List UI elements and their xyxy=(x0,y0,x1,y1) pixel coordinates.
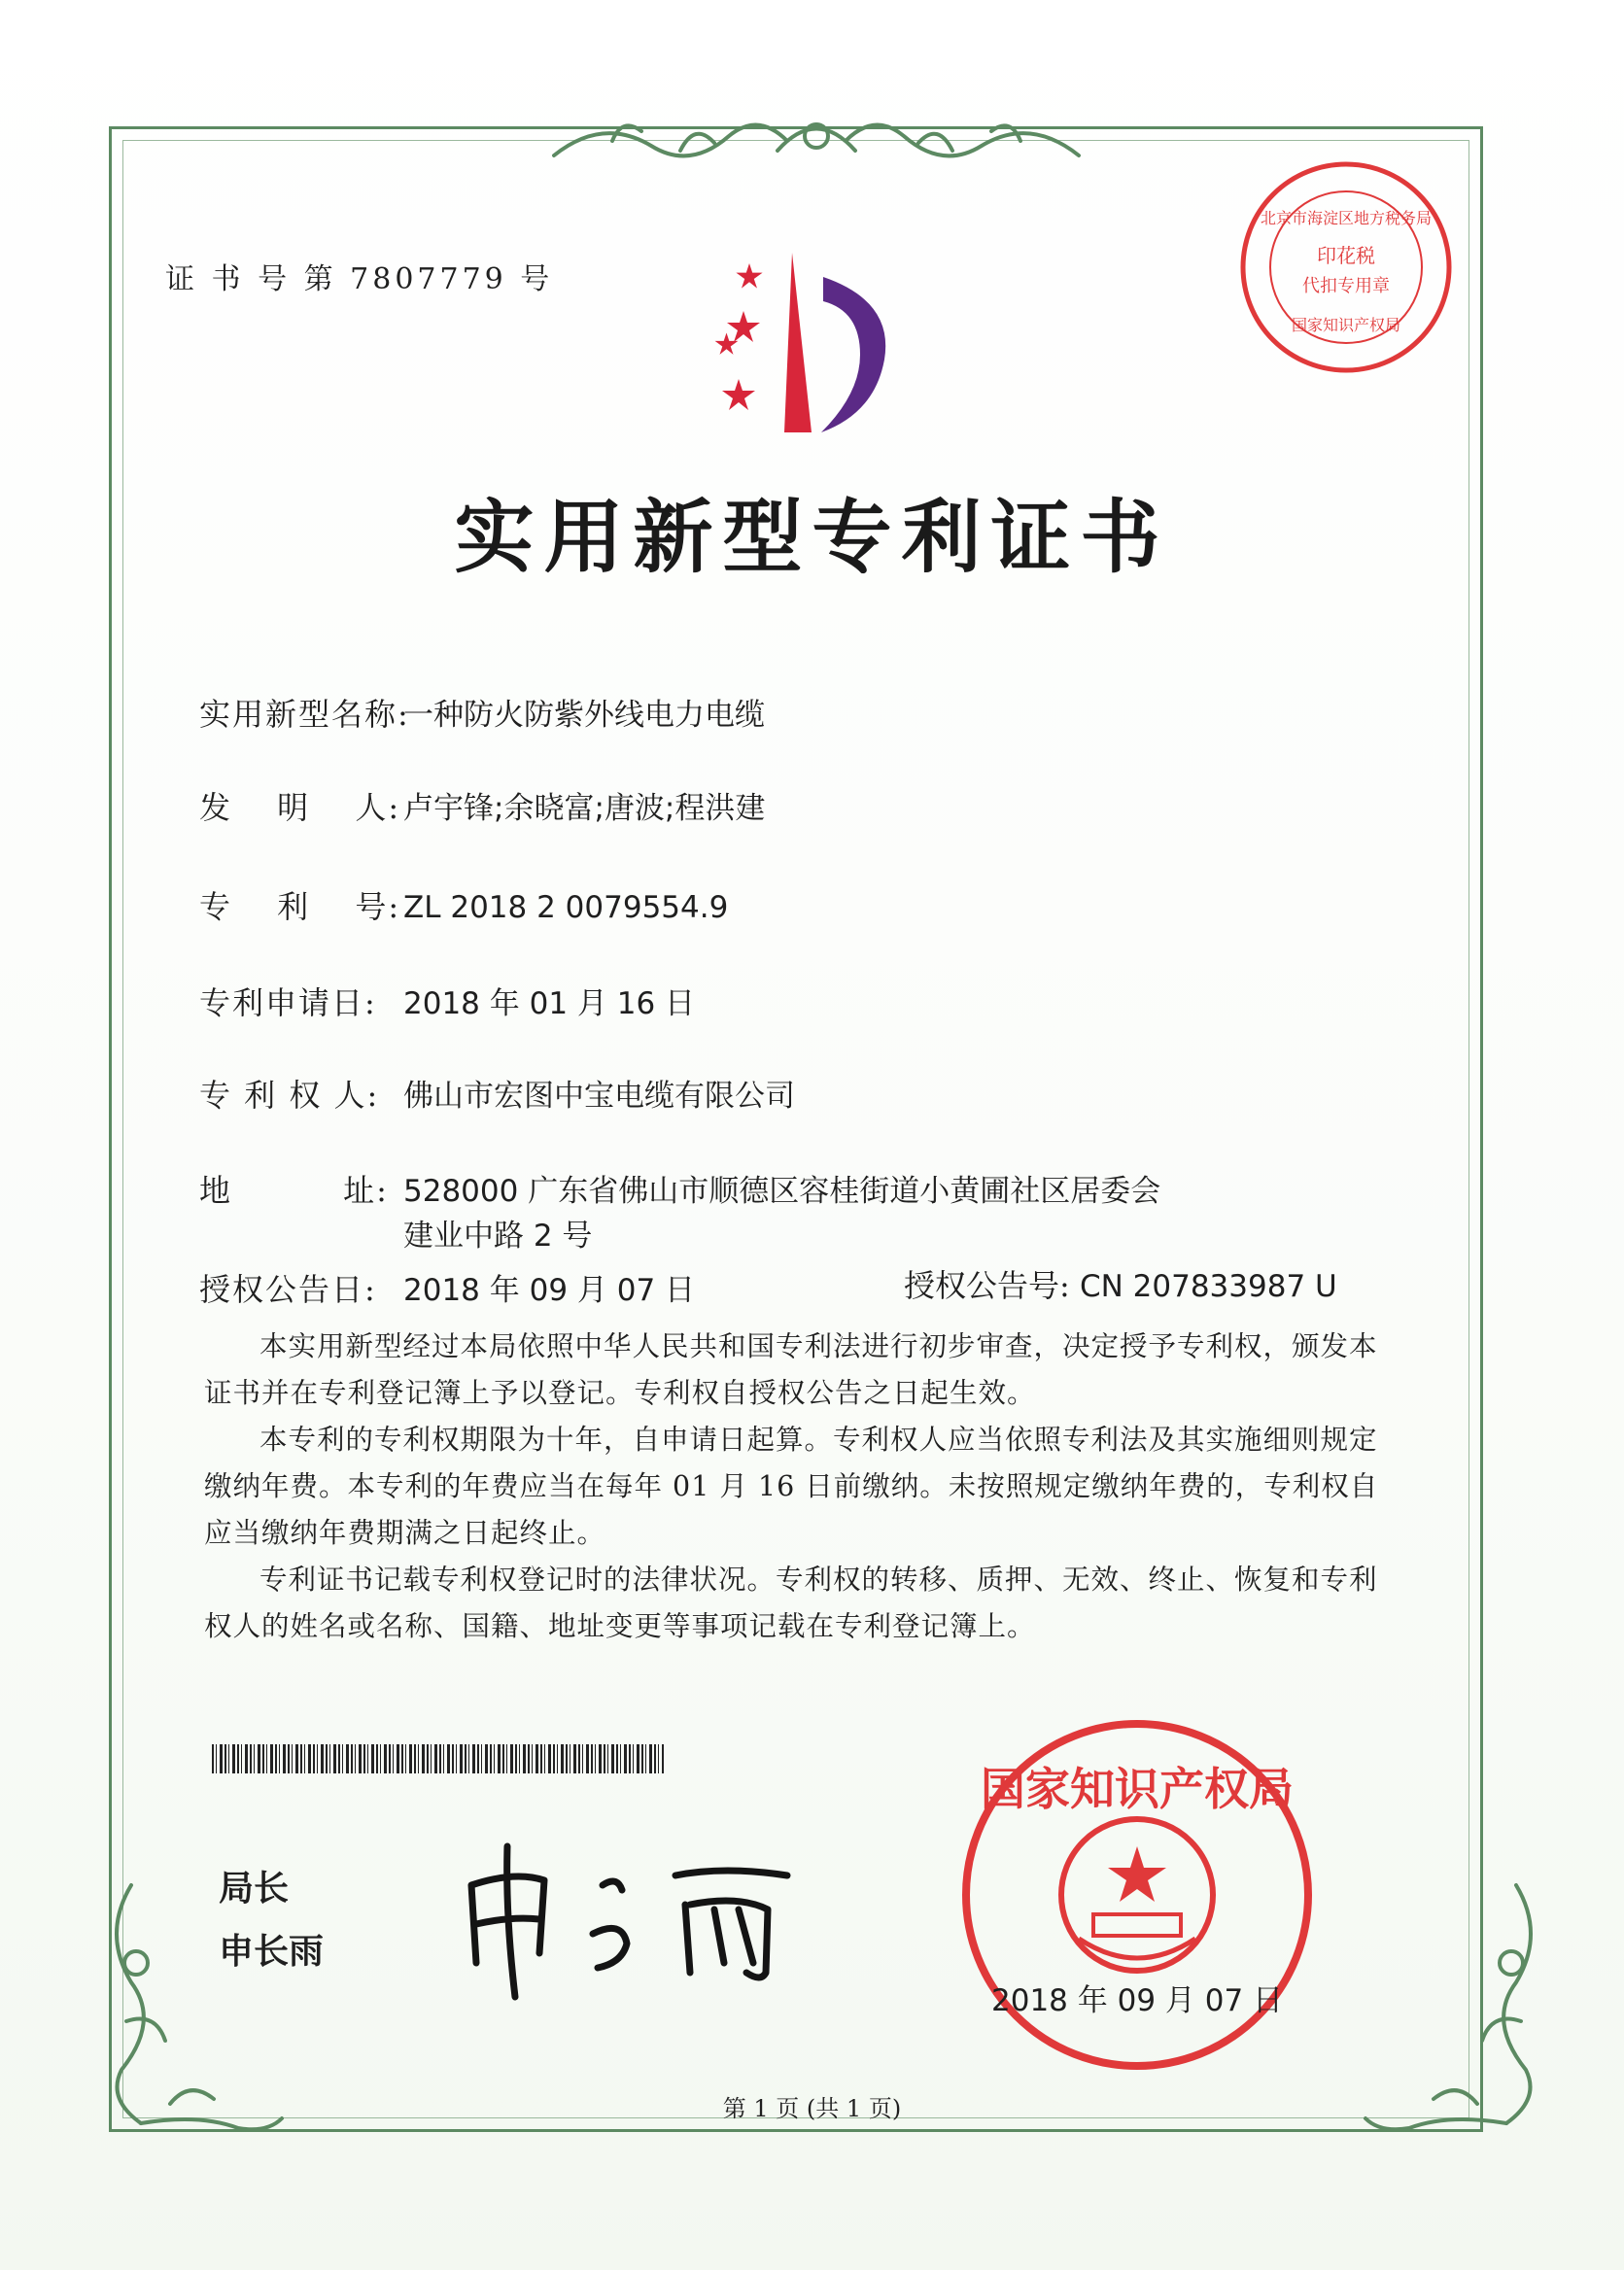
inventor-value: 卢宇锋;余晓富;唐波;程洪建 xyxy=(403,791,766,826)
tax-seal-bottom-text: 国家知识产权局 xyxy=(1291,316,1401,334)
tax-seal-outer-text: 北京市海淀区地方税务局 xyxy=(1260,209,1433,227)
certificate-number: 证 书 号 第 7807779 号 xyxy=(165,262,554,296)
director-title: 局长 xyxy=(219,1869,290,1909)
inventor-label: 发 明 人: xyxy=(199,789,401,826)
seal-date: 2018 年 09 月 07 日 xyxy=(991,1983,1284,2018)
address-line1: 528000 广东省佛山市顺德区容桂街道小黄圃社区居委会 xyxy=(403,1174,1161,1209)
name-label: 实用新型名称: xyxy=(199,696,410,733)
holder-value: 佛山市宏图中宝电缆有限公司 xyxy=(403,1079,795,1114)
field-apply-date xyxy=(199,979,695,1023)
handwritten-signature xyxy=(457,1827,807,2002)
holder-label: 专 利 权 人: xyxy=(199,1077,380,1114)
field-patent-no xyxy=(199,882,728,927)
apply-date-value: 2018 年 01 月 16 日 xyxy=(403,986,696,1021)
apply-date-label: 专利申请日: xyxy=(199,984,377,1021)
field-grant-date xyxy=(199,1265,695,1310)
national-emblem-icon xyxy=(1061,1819,1213,1971)
grant-date-label: 授权公告日: xyxy=(199,1271,377,1308)
director-name: 申长雨 xyxy=(219,1932,325,1972)
certificate-title: 实用新型专利证书 xyxy=(454,491,1170,584)
tax-seal-inner-line2: 代扣专用章 xyxy=(1302,276,1390,296)
grant-no-label: 授权公告号: xyxy=(904,1267,1070,1304)
body-paragraph-1: 本实用新型经过本局依照中华人民共和国专利法进行初步审查，决定授予专利权，颁发本证书并在专利登记簿上予以登记。专利权自授权公告之日起生效。 xyxy=(204,1330,1378,1409)
grant-no-value: CN 207833987 U xyxy=(1079,1269,1337,1304)
body-paragraph-2: 本专利的专利权期限为十年，自申请日起算。专利权人应当依照专利法及其实施细则规定缴纳年费。本专利的年费应当在每年 01 月 16 日前缴纳。未按照规定缴纳年费的，专利权自应当缴纳年费期满之日起终止。 xyxy=(204,1424,1379,1549)
address-label: 地 址: xyxy=(199,1172,389,1209)
name-value: 一种防火防紫外线电力电缆 xyxy=(403,698,765,733)
tax-seal xyxy=(1234,155,1458,379)
patent-no-label: 专 利 号: xyxy=(199,888,401,925)
seal-text: 国家知识产权局 xyxy=(981,1763,1294,1815)
field-address-line2 xyxy=(403,1211,592,1255)
tax-seal-inner-line1: 印花税 xyxy=(1317,244,1375,267)
field-holder xyxy=(199,1071,795,1116)
page-footer: 第 1 页 (共 1 页) xyxy=(722,2095,902,2122)
field-inventor xyxy=(199,783,765,828)
grant-date-value: 2018 年 09 月 07 日 xyxy=(403,1273,696,1308)
certificate-body xyxy=(204,1324,1399,1650)
field-address xyxy=(199,1166,1160,1211)
field-grant-no xyxy=(904,1261,1337,1306)
barcode xyxy=(212,1744,664,1773)
body-paragraph-3: 专利证书记载专利权登记时的法律状况。专利权的转移、质押、无效、终止、恢复和专利权人的姓名或名称、国籍、地址变更等事项记载在专利登记簿上。 xyxy=(204,1564,1378,1642)
top-ornament-icon xyxy=(544,97,1088,185)
patent-office-logo xyxy=(675,248,918,442)
field-name xyxy=(199,690,765,735)
official-seal xyxy=(957,1715,1317,2075)
patent-no-value: ZL 2018 2 0079554.9 xyxy=(403,890,729,925)
address-line2: 建业中路 2 号 xyxy=(403,1219,593,1254)
